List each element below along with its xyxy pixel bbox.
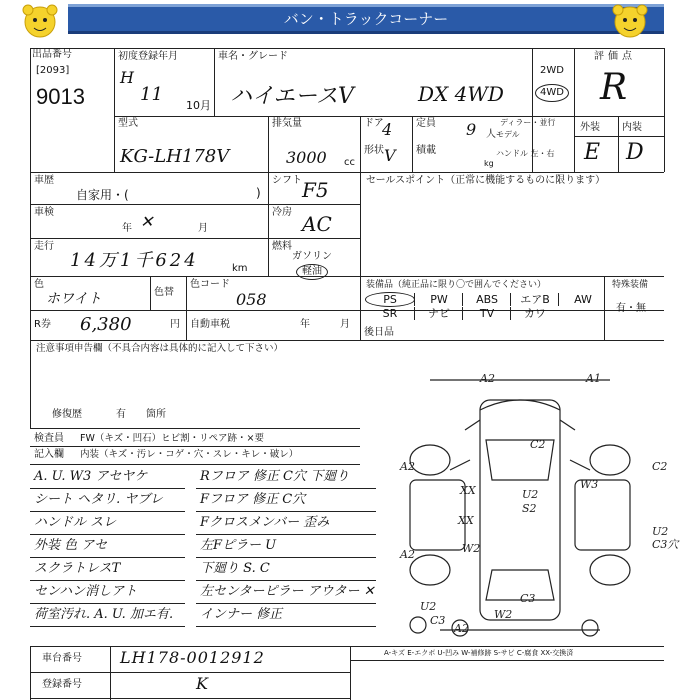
note-left-line: ハンドル スレ <box>34 515 117 530</box>
shift-value: F5 <box>302 178 329 202</box>
drive-value: 4WD <box>535 84 569 102</box>
equipment-item: SR <box>382 307 398 320</box>
inspector-row-2: 内装（キズ・汚レ・コゲ・穴・スレ・キレ・破レ） <box>80 449 299 460</box>
aftermarket-label: 後日品 <box>364 327 394 338</box>
usage-close: ) <box>256 186 261 200</box>
note-right-line: 左Fピラー U <box>200 538 277 553</box>
usage-value: 自家用・( <box>76 188 129 202</box>
note-right-line: 左センターピラー アウター ✕ <box>200 584 375 599</box>
damage-mark: W3 <box>580 478 599 491</box>
page-header-banner <box>68 4 664 34</box>
ac-label: 冷房 <box>272 207 292 218</box>
note-right-line: 下廻り S. C <box>200 561 270 576</box>
special-equipment-value: 有・無 <box>616 303 646 314</box>
equipment-label: 装備品（純正品に限り〇で囲んでください） <box>366 280 547 290</box>
damage-mark: W2 <box>494 608 513 621</box>
registration-value: K <box>196 674 208 693</box>
chassis-value: LH178-0012912 <box>120 648 265 667</box>
note-left-line: A. U. W3 アセヤケ <box>34 469 148 484</box>
color-change-label: 色替 <box>154 287 174 298</box>
inspector-label-2: 記入欄 <box>34 449 64 460</box>
recycle-label: R券 <box>34 319 51 330</box>
damage-mark: A2 <box>400 548 415 561</box>
doors-value: 4 <box>382 120 393 139</box>
weight-label: 積載 <box>416 145 436 156</box>
capacity-value: 9 <box>466 120 477 139</box>
equipment-item: カワ <box>510 307 559 320</box>
color-code-label: 色コード <box>190 279 230 290</box>
displacement-unit: cc <box>344 157 355 168</box>
inspection-month: 月 <box>198 223 208 234</box>
first-registration-label: 初度登録年月 <box>118 51 178 62</box>
handle-model-label: モデル <box>496 130 520 139</box>
repair-history-value: 有 <box>116 409 126 420</box>
exterior-grade-label: 外装 <box>580 122 600 133</box>
special-equipment-label: 特殊装備 <box>612 280 649 290</box>
note-right-line: Rフロア 修正 C穴 下廻り <box>200 469 350 484</box>
mascot-logo-right <box>608 2 652 42</box>
body-type-value: V <box>384 146 396 165</box>
damage-mark: XX <box>460 484 476 497</box>
usage-label: 車歴 <box>34 175 54 186</box>
capacity-unit: 人 <box>486 129 496 140</box>
mileage-label: 走行 <box>34 241 54 252</box>
shift-label: シフト <box>272 175 302 186</box>
mileage-unit: km <box>232 263 248 274</box>
damage-mark: C3 <box>430 614 446 627</box>
body-type-label: 形状 <box>364 145 384 156</box>
note-left-line: シート ヘタリ. ヤブレ <box>34 492 163 507</box>
score-label: 評価点 <box>594 51 636 62</box>
equipment-item: AW <box>558 293 607 306</box>
color-label: 色 <box>34 279 44 290</box>
recycle-value: 6,380 <box>80 314 132 335</box>
model-name: ハイエースV <box>230 84 354 109</box>
damage-mark: C3 <box>520 592 536 605</box>
damage-mark: W2 <box>462 542 481 555</box>
model-name-label: 車名・グレード <box>218 51 288 62</box>
damage-mark: C2 <box>652 460 668 473</box>
fuel-gasoline: ガソリン <box>292 251 332 262</box>
displacement-label: 排気量 <box>272 118 302 129</box>
car-damage-diagram <box>390 370 680 640</box>
equipment-item: エアB <box>510 293 559 306</box>
lot-code: [2093] <box>36 65 70 76</box>
note-left-line: スクラトレスT <box>34 561 121 576</box>
page-title: バン・トラックコーナー <box>283 10 449 28</box>
model-code: KG-LH178V <box>120 146 230 167</box>
capacity-label: 定員 <box>416 118 436 129</box>
first-registration-era: H <box>120 68 134 87</box>
note-right-line: Fクロスメンバー 歪み <box>200 515 330 530</box>
weight-unit: kg <box>484 159 494 168</box>
fuel-diesel: 軽油 <box>296 264 328 280</box>
tax-year: 年 <box>300 319 310 330</box>
mascot-logo-left <box>18 2 62 42</box>
registration-label: 登録番号 <box>42 679 82 690</box>
damage-mark: C2 <box>530 438 546 451</box>
equipment-item: TV <box>462 307 511 320</box>
damage-mark: U2 <box>522 488 539 501</box>
interior-grade-label: 内装 <box>622 122 642 133</box>
damage-legend: A-キズ E-エクボ U-凹み W-補修跡 S-サビ C-腐食 XX-交換済 <box>384 649 574 657</box>
first-registration-year: 11 <box>140 84 163 105</box>
note-left-line: 外装 色 アセ <box>34 538 108 553</box>
inspector-label-1: 検査員 <box>34 433 64 444</box>
note-left-line: センハン消しアト <box>34 584 138 599</box>
model-grade: DX 4WD <box>418 82 504 106</box>
repair-history-place: 箇所 <box>146 409 166 420</box>
model-code-label: 型式 <box>118 118 138 129</box>
tax-label: 自動車税 <box>190 319 230 330</box>
remarks-label: 注意事項申告欄（不具合内容は具体的に記入して下さい） <box>36 343 284 354</box>
inspection-year: 年 <box>122 223 132 234</box>
exterior-grade: E <box>584 140 601 165</box>
interior-grade: D <box>626 140 644 165</box>
displacement-value: 3000 <box>286 148 327 167</box>
damage-mark: U2 <box>420 600 437 613</box>
handle-label: ハンドル 左・右 <box>496 149 555 158</box>
repair-history-label: 修復歴 <box>52 409 82 420</box>
damage-mark: XX <box>458 514 474 527</box>
inspection-label: 車検 <box>34 207 54 218</box>
damage-mark: U2 <box>652 525 669 538</box>
lot-number: 9013 <box>36 84 85 109</box>
first-registration-month: 10月 <box>186 99 211 112</box>
equipment-item: ナビ <box>414 307 463 320</box>
dealer-label: ディラー・並行 <box>500 118 556 127</box>
equipment-item: PS <box>366 293 414 306</box>
damage-mark: A2 <box>454 622 469 635</box>
damage-mark: A1 <box>586 372 601 385</box>
mileage-value: 14万1千624 <box>70 250 199 271</box>
doors-label: ドア <box>364 118 384 129</box>
note-left-line: 荷室汚れ. A. U. 加エ有. <box>34 607 174 622</box>
fuel-label: 燃料 <box>272 241 292 252</box>
drive-label: 2WD <box>540 65 564 76</box>
tax-month: 月 <box>340 319 350 330</box>
inspection-mark: ✕ <box>140 212 154 231</box>
color-code-value: 058 <box>236 290 267 309</box>
sales-point-label: セールスポイント（正常に機能するものに限ります） <box>366 175 606 186</box>
damage-mark: A2 <box>480 372 495 385</box>
note-right-line: Fフロア 修正 C穴 <box>200 492 306 507</box>
inspector-row-1: FW（キズ・凹石）ヒビ割・リペア跡・×要 <box>80 433 264 444</box>
equipment-item: ABS <box>462 293 511 306</box>
equipment-item: PW <box>414 293 463 306</box>
damage-mark: A2 <box>400 460 415 473</box>
chassis-label: 車台番号 <box>42 653 82 664</box>
damage-mark: S2 <box>522 502 537 515</box>
lot-number-label: 出品番号 <box>32 49 72 60</box>
ac-value: AC <box>302 212 332 236</box>
note-right-line: インナー 修正 <box>200 607 283 622</box>
recycle-unit: 円 <box>170 319 180 330</box>
color-value: ホワイト <box>46 291 102 307</box>
score-value: R <box>600 67 628 108</box>
damage-mark: C3穴 <box>652 538 679 551</box>
